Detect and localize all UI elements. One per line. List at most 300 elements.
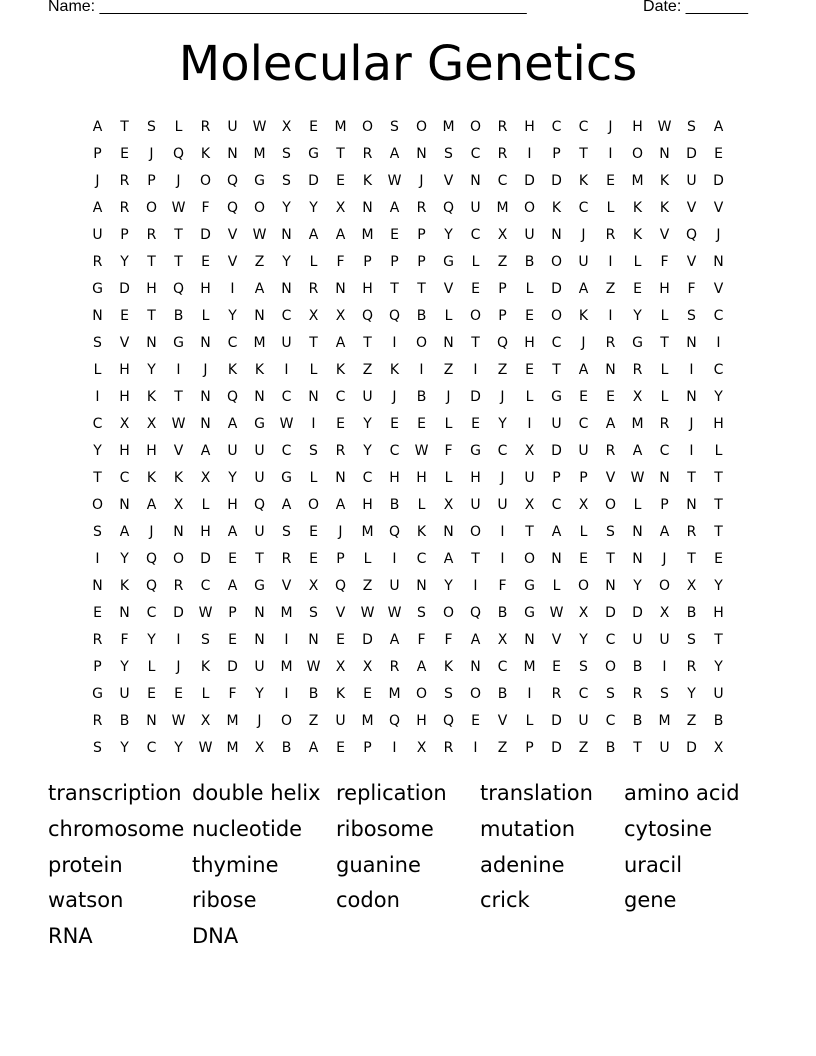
grid-letter[interactable]: J <box>689 415 694 432</box>
grid-letter[interactable]: G <box>470 442 481 459</box>
grid-letter[interactable]: J <box>500 388 505 405</box>
grid-letter[interactable]: C <box>578 685 589 702</box>
grid-letter[interactable]: X <box>335 199 346 216</box>
grid-letter[interactable]: X <box>524 496 535 513</box>
grid-letter[interactable]: S <box>282 172 291 189</box>
grid-letter[interactable]: K <box>227 361 238 378</box>
grid-letter[interactable]: P <box>93 658 102 675</box>
grid-letter[interactable]: I <box>176 631 181 648</box>
grid-letter[interactable]: R <box>200 118 211 135</box>
grid-letter[interactable]: Z <box>497 739 508 756</box>
grid-letter[interactable]: A <box>227 523 238 540</box>
grid-letter[interactable]: X <box>173 496 184 513</box>
grid-letter[interactable]: U <box>227 442 238 459</box>
grid-letter[interactable]: T <box>714 469 723 486</box>
grid-letter[interactable]: I <box>392 550 397 567</box>
grid-letter[interactable]: X <box>200 712 211 729</box>
grid-letter[interactable]: A <box>605 415 616 432</box>
grid-letter[interactable]: Y <box>120 550 129 567</box>
grid-letter[interactable]: W <box>549 604 564 621</box>
grid-letter[interactable]: R <box>686 523 697 540</box>
grid-letter[interactable]: N <box>551 226 562 243</box>
grid-letter[interactable]: T <box>525 523 534 540</box>
grid-letter[interactable]: C <box>416 550 427 567</box>
grid-letter[interactable]: P <box>552 469 561 486</box>
grid-letter[interactable]: Q <box>253 496 266 513</box>
grid-letter[interactable]: D <box>632 604 643 621</box>
grid-letter[interactable]: S <box>147 118 156 135</box>
grid-letter[interactable]: V <box>227 253 238 270</box>
grid-letter[interactable]: Q <box>469 604 482 621</box>
grid-letter[interactable]: E <box>525 361 534 378</box>
grid-letter[interactable]: Y <box>579 631 588 648</box>
grid-letter[interactable]: C <box>551 118 562 135</box>
grid-letter[interactable]: M <box>226 712 239 729</box>
grid-letter[interactable]: A <box>119 523 130 540</box>
grid-letter[interactable]: U <box>389 577 400 594</box>
grid-letter[interactable]: A <box>281 496 292 513</box>
grid-letter[interactable]: P <box>498 307 507 324</box>
grid-letter[interactable]: U <box>686 172 697 189</box>
grid-letter[interactable]: B <box>605 739 616 756</box>
grid-letter[interactable]: G <box>92 280 103 297</box>
grid-letter[interactable]: N <box>713 253 724 270</box>
grid-letter[interactable]: Z <box>362 577 373 594</box>
grid-letter[interactable]: N <box>281 226 292 243</box>
grid-letter[interactable]: V <box>659 226 670 243</box>
grid-letter[interactable]: L <box>309 361 318 378</box>
grid-letter[interactable]: H <box>200 280 211 297</box>
grid-letter[interactable]: N <box>92 307 103 324</box>
grid-letter[interactable]: J <box>149 145 154 162</box>
grid-letter[interactable]: C <box>659 442 670 459</box>
grid-letter[interactable]: N <box>146 712 157 729</box>
grid-letter[interactable]: N <box>443 334 454 351</box>
grid-letter[interactable]: C <box>578 199 589 216</box>
grid-letter[interactable]: C <box>281 388 292 405</box>
grid-letter[interactable]: Y <box>282 253 291 270</box>
grid-letter[interactable]: E <box>714 145 723 162</box>
grid-letter[interactable]: V <box>551 631 562 648</box>
grid-letter[interactable]: J <box>203 361 208 378</box>
grid-letter[interactable]: I <box>500 523 505 540</box>
grid-letter[interactable]: E <box>552 658 561 675</box>
grid-letter[interactable]: L <box>201 496 210 513</box>
grid-letter[interactable]: J <box>392 388 397 405</box>
grid-letter[interactable]: D <box>200 226 211 243</box>
grid-letter[interactable]: G <box>254 415 265 432</box>
grid-letter[interactable]: O <box>199 172 212 189</box>
grid-letter[interactable]: N <box>551 550 562 567</box>
grid-letter[interactable]: E <box>471 280 480 297</box>
grid-letter[interactable]: U <box>551 415 562 432</box>
grid-letter[interactable]: U <box>254 658 265 675</box>
grid-letter[interactable]: X <box>119 415 130 432</box>
grid-letter[interactable]: C <box>713 361 724 378</box>
grid-letter[interactable]: N <box>659 145 670 162</box>
grid-letter[interactable]: E <box>606 172 615 189</box>
grid-letter[interactable]: D <box>362 631 373 648</box>
grid-letter[interactable]: S <box>660 685 669 702</box>
grid-letter[interactable]: D <box>524 172 535 189</box>
grid-letter[interactable]: G <box>524 604 535 621</box>
grid-letter[interactable]: F <box>201 199 210 216</box>
grid-letter[interactable]: K <box>578 307 589 324</box>
grid-letter[interactable]: Y <box>147 361 156 378</box>
grid-letter[interactable]: T <box>633 739 642 756</box>
grid-letter[interactable]: J <box>338 523 343 540</box>
grid-letter[interactable]: F <box>498 577 507 594</box>
grid-letter[interactable]: O <box>280 712 293 729</box>
grid-letter[interactable]: M <box>361 523 374 540</box>
grid-letter[interactable]: C <box>605 631 616 648</box>
grid-letter[interactable]: E <box>201 253 210 270</box>
grid-letter[interactable]: F <box>444 442 453 459</box>
grid-letter[interactable]: L <box>579 523 588 540</box>
grid-letter[interactable]: T <box>552 361 561 378</box>
grid-letter[interactable]: S <box>606 523 615 540</box>
grid-letter[interactable]: B <box>281 739 292 756</box>
grid-letter[interactable]: L <box>525 712 534 729</box>
grid-letter[interactable]: K <box>200 658 211 675</box>
grid-letter[interactable]: T <box>471 550 480 567</box>
grid-letter[interactable]: E <box>120 145 129 162</box>
grid-letter[interactable]: N <box>605 361 616 378</box>
grid-letter[interactable]: S <box>201 631 210 648</box>
grid-letter[interactable]: R <box>632 361 643 378</box>
grid-letter[interactable]: S <box>93 334 102 351</box>
grid-letter[interactable]: R <box>659 415 670 432</box>
grid-letter[interactable]: H <box>200 523 211 540</box>
grid-letter[interactable]: H <box>146 280 157 297</box>
grid-letter[interactable]: N <box>119 604 130 621</box>
grid-letter[interactable]: O <box>442 604 455 621</box>
grid-letter[interactable]: B <box>416 388 427 405</box>
grid-letter[interactable]: U <box>578 442 589 459</box>
grid-letter[interactable]: N <box>254 604 265 621</box>
grid-letter[interactable]: C <box>470 145 481 162</box>
date-field[interactable]: Date: _______ <box>643 0 748 15</box>
grid-letter[interactable]: A <box>335 334 346 351</box>
grid-letter[interactable]: K <box>416 523 427 540</box>
grid-letter[interactable]: Q <box>172 145 185 162</box>
grid-letter[interactable]: V <box>119 334 130 351</box>
grid-letter[interactable]: Y <box>228 469 237 486</box>
grid-letter[interactable]: I <box>311 415 316 432</box>
grid-letter[interactable]: P <box>120 226 129 243</box>
grid-letter[interactable]: F <box>660 253 669 270</box>
grid-letter[interactable]: A <box>227 577 238 594</box>
grid-letter[interactable]: Y <box>120 739 129 756</box>
grid-letter[interactable]: W <box>171 415 186 432</box>
grid-letter[interactable]: N <box>659 469 670 486</box>
grid-letter[interactable]: I <box>473 739 478 756</box>
grid-letter[interactable]: R <box>92 631 103 648</box>
grid-letter[interactable]: W <box>414 442 429 459</box>
grid-letter[interactable]: I <box>689 361 694 378</box>
grid-letter[interactable]: I <box>473 577 478 594</box>
grid-letter[interactable]: N <box>254 388 265 405</box>
grid-letter[interactable]: E <box>525 307 534 324</box>
grid-letter[interactable]: K <box>173 469 184 486</box>
grid-letter[interactable]: X <box>335 307 346 324</box>
grid-letter[interactable]: R <box>605 226 616 243</box>
grid-letter[interactable]: Z <box>686 712 697 729</box>
grid-letter[interactable]: H <box>713 604 724 621</box>
grid-letter[interactable]: I <box>95 550 100 567</box>
grid-letter[interactable]: A <box>389 199 400 216</box>
grid-letter[interactable]: A <box>92 199 103 216</box>
grid-letter[interactable]: K <box>443 658 454 675</box>
grid-letter[interactable]: E <box>471 712 480 729</box>
grid-letter[interactable]: H <box>389 469 400 486</box>
grid-letter[interactable]: T <box>174 226 183 243</box>
grid-letter[interactable]: C <box>578 415 589 432</box>
grid-letter[interactable]: N <box>686 334 697 351</box>
grid-letter[interactable]: N <box>173 523 184 540</box>
grid-letter[interactable]: U <box>470 199 481 216</box>
grid-letter[interactable]: L <box>714 442 723 459</box>
grid-letter[interactable]: O <box>604 658 617 675</box>
grid-letter[interactable]: A <box>470 631 481 648</box>
grid-letter[interactable]: R <box>497 145 508 162</box>
grid-letter[interactable]: A <box>335 226 346 243</box>
grid-letter[interactable]: Q <box>361 307 374 324</box>
grid-letter[interactable]: L <box>444 415 453 432</box>
grid-letter[interactable]: M <box>253 334 266 351</box>
grid-letter[interactable]: C <box>551 334 562 351</box>
grid-letter[interactable]: V <box>443 172 454 189</box>
grid-letter[interactable]: Y <box>633 577 642 594</box>
grid-letter[interactable]: B <box>119 712 130 729</box>
grid-letter[interactable]: N <box>362 199 373 216</box>
grid-letter[interactable]: P <box>660 496 669 513</box>
grid-letter[interactable]: K <box>254 361 265 378</box>
grid-letter[interactable]: D <box>686 145 697 162</box>
grid-letter[interactable]: W <box>171 712 186 729</box>
grid-letter[interactable]: K <box>632 226 643 243</box>
grid-letter[interactable]: U <box>335 712 346 729</box>
grid-letter[interactable]: Y <box>714 577 723 594</box>
grid-letter[interactable]: W <box>252 226 267 243</box>
grid-letter[interactable]: U <box>281 334 292 351</box>
grid-letter[interactable]: Q <box>496 334 509 351</box>
grid-letter[interactable]: A <box>308 226 319 243</box>
grid-letter[interactable]: V <box>605 469 616 486</box>
grid-letter[interactable]: R <box>497 118 508 135</box>
grid-letter[interactable]: A <box>551 523 562 540</box>
grid-letter[interactable]: V <box>443 280 454 297</box>
grid-letter[interactable]: C <box>605 712 616 729</box>
grid-letter[interactable]: W <box>306 658 321 675</box>
grid-letter[interactable]: M <box>361 226 374 243</box>
grid-letter[interactable]: J <box>608 118 613 135</box>
grid-letter[interactable]: A <box>713 118 724 135</box>
grid-letter[interactable]: N <box>308 388 319 405</box>
grid-letter[interactable]: A <box>200 442 211 459</box>
grid-letter[interactable]: Y <box>633 307 642 324</box>
grid-letter[interactable]: P <box>93 145 102 162</box>
grid-letter[interactable]: L <box>660 307 669 324</box>
grid-letter[interactable]: X <box>578 604 589 621</box>
grid-letter[interactable]: R <box>605 442 616 459</box>
grid-letter[interactable]: H <box>119 361 130 378</box>
grid-letter[interactable]: C <box>146 739 157 756</box>
grid-letter[interactable]: O <box>469 523 482 540</box>
grid-letter[interactable]: O <box>307 496 320 513</box>
grid-letter[interactable]: P <box>525 739 534 756</box>
grid-letter[interactable]: N <box>605 577 616 594</box>
grid-letter[interactable]: B <box>632 658 643 675</box>
grid-letter[interactable]: E <box>120 307 129 324</box>
grid-letter[interactable]: I <box>500 550 505 567</box>
grid-letter[interactable]: F <box>120 631 129 648</box>
grid-letter[interactable]: G <box>92 685 103 702</box>
grid-letter[interactable]: A <box>443 550 454 567</box>
grid-letter[interactable]: M <box>226 739 239 756</box>
grid-letter[interactable]: C <box>497 442 508 459</box>
grid-letter[interactable]: K <box>578 172 589 189</box>
grid-letter[interactable]: Y <box>120 253 129 270</box>
grid-letter[interactable]: R <box>308 280 319 297</box>
grid-letter[interactable]: S <box>687 307 696 324</box>
grid-letter[interactable]: E <box>417 415 426 432</box>
grid-letter[interactable]: R <box>632 685 643 702</box>
grid-letter[interactable]: Q <box>145 577 158 594</box>
grid-letter[interactable]: V <box>281 577 292 594</box>
grid-letter[interactable]: F <box>228 685 237 702</box>
grid-letter[interactable]: B <box>632 712 643 729</box>
grid-letter[interactable]: A <box>416 658 427 675</box>
grid-letter[interactable]: J <box>176 172 181 189</box>
grid-letter[interactable]: G <box>254 577 265 594</box>
grid-letter[interactable]: A <box>227 415 238 432</box>
grid-letter[interactable]: K <box>551 199 562 216</box>
grid-letter[interactable]: B <box>497 604 508 621</box>
grid-letter[interactable]: J <box>581 226 586 243</box>
grid-letter[interactable]: Y <box>282 199 291 216</box>
grid-letter[interactable]: R <box>92 253 103 270</box>
grid-letter[interactable]: V <box>713 199 724 216</box>
grid-letter[interactable]: N <box>254 307 265 324</box>
grid-letter[interactable]: K <box>389 361 400 378</box>
grid-letter[interactable]: H <box>119 388 130 405</box>
grid-letter[interactable]: M <box>253 145 266 162</box>
grid-letter[interactable]: I <box>392 334 397 351</box>
grid-letter[interactable]: R <box>362 145 373 162</box>
grid-letter[interactable]: M <box>631 415 644 432</box>
grid-letter[interactable]: N <box>443 523 454 540</box>
grid-letter[interactable]: F <box>336 253 345 270</box>
grid-letter[interactable]: P <box>363 739 372 756</box>
grid-letter[interactable]: P <box>579 469 588 486</box>
grid-letter[interactable]: Z <box>497 253 508 270</box>
grid-letter[interactable]: P <box>336 550 345 567</box>
grid-letter[interactable]: Q <box>226 388 239 405</box>
grid-letter[interactable]: R <box>146 226 157 243</box>
grid-letter[interactable]: D <box>551 172 562 189</box>
grid-letter[interactable]: M <box>280 604 293 621</box>
grid-letter[interactable]: T <box>606 550 615 567</box>
grid-letter[interactable]: U <box>92 226 103 243</box>
grid-letter[interactable]: F <box>417 631 426 648</box>
grid-letter[interactable]: R <box>335 442 346 459</box>
grid-letter[interactable]: T <box>174 388 183 405</box>
grid-letter[interactable]: Q <box>388 712 401 729</box>
grid-letter[interactable]: O <box>172 550 185 567</box>
grid-letter[interactable]: Y <box>363 442 372 459</box>
grid-letter[interactable]: K <box>362 172 373 189</box>
grid-letter[interactable]: U <box>713 685 724 702</box>
grid-letter[interactable]: L <box>309 469 318 486</box>
grid-letter[interactable]: E <box>336 739 345 756</box>
grid-letter[interactable]: E <box>633 280 642 297</box>
grid-letter[interactable]: P <box>498 280 507 297</box>
grid-letter[interactable]: M <box>523 658 536 675</box>
grid-letter[interactable]: G <box>443 253 454 270</box>
grid-letter[interactable]: J <box>716 226 721 243</box>
grid-letter[interactable]: G <box>281 469 292 486</box>
grid-letter[interactable]: R <box>173 577 184 594</box>
grid-letter[interactable]: Q <box>145 550 158 567</box>
grid-letter[interactable]: X <box>659 604 670 621</box>
grid-letter[interactable]: A <box>254 280 265 297</box>
grid-letter[interactable]: H <box>524 334 535 351</box>
grid-letter[interactable]: E <box>309 118 318 135</box>
grid-letter[interactable]: G <box>173 334 184 351</box>
grid-letter[interactable]: E <box>579 388 588 405</box>
grid-letter[interactable]: T <box>579 145 588 162</box>
grid-letter[interactable]: N <box>335 280 346 297</box>
grid-letter[interactable]: A <box>578 361 589 378</box>
grid-letter[interactable]: V <box>713 280 724 297</box>
grid-letter[interactable]: S <box>309 442 318 459</box>
grid-letter[interactable]: L <box>201 307 210 324</box>
grid-letter[interactable]: E <box>309 523 318 540</box>
grid-letter[interactable]: L <box>444 469 453 486</box>
grid-letter[interactable]: T <box>471 334 480 351</box>
grid-letter[interactable]: S <box>687 118 696 135</box>
grid-letter[interactable]: T <box>687 469 696 486</box>
grid-letter[interactable]: D <box>551 712 562 729</box>
grid-letter[interactable]: B <box>416 307 427 324</box>
grid-letter[interactable]: G <box>632 334 643 351</box>
grid-letter[interactable]: D <box>173 604 184 621</box>
grid-letter[interactable]: C <box>281 442 292 459</box>
grid-letter[interactable]: P <box>228 604 237 621</box>
grid-letter[interactable]: M <box>658 712 671 729</box>
grid-letter[interactable]: X <box>308 307 319 324</box>
grid-letter[interactable]: Y <box>93 442 102 459</box>
grid-letter[interactable]: A <box>389 145 400 162</box>
grid-letter[interactable]: X <box>335 658 346 675</box>
grid-letter[interactable]: W <box>171 199 186 216</box>
grid-letter[interactable]: W <box>198 739 213 756</box>
grid-letter[interactable]: M <box>631 172 644 189</box>
grid-letter[interactable]: J <box>662 550 667 567</box>
grid-letter[interactable]: X <box>686 577 697 594</box>
grid-letter[interactable]: P <box>552 145 561 162</box>
grid-letter[interactable]: O <box>415 118 428 135</box>
grid-letter[interactable]: A <box>308 739 319 756</box>
grid-letter[interactable]: T <box>255 550 264 567</box>
grid-letter[interactable]: C <box>497 658 508 675</box>
grid-letter[interactable]: Z <box>497 361 508 378</box>
grid-letter[interactable]: O <box>415 334 428 351</box>
grid-letter[interactable]: C <box>335 388 346 405</box>
grid-letter[interactable]: Q <box>226 172 239 189</box>
grid-letter[interactable]: O <box>253 199 266 216</box>
